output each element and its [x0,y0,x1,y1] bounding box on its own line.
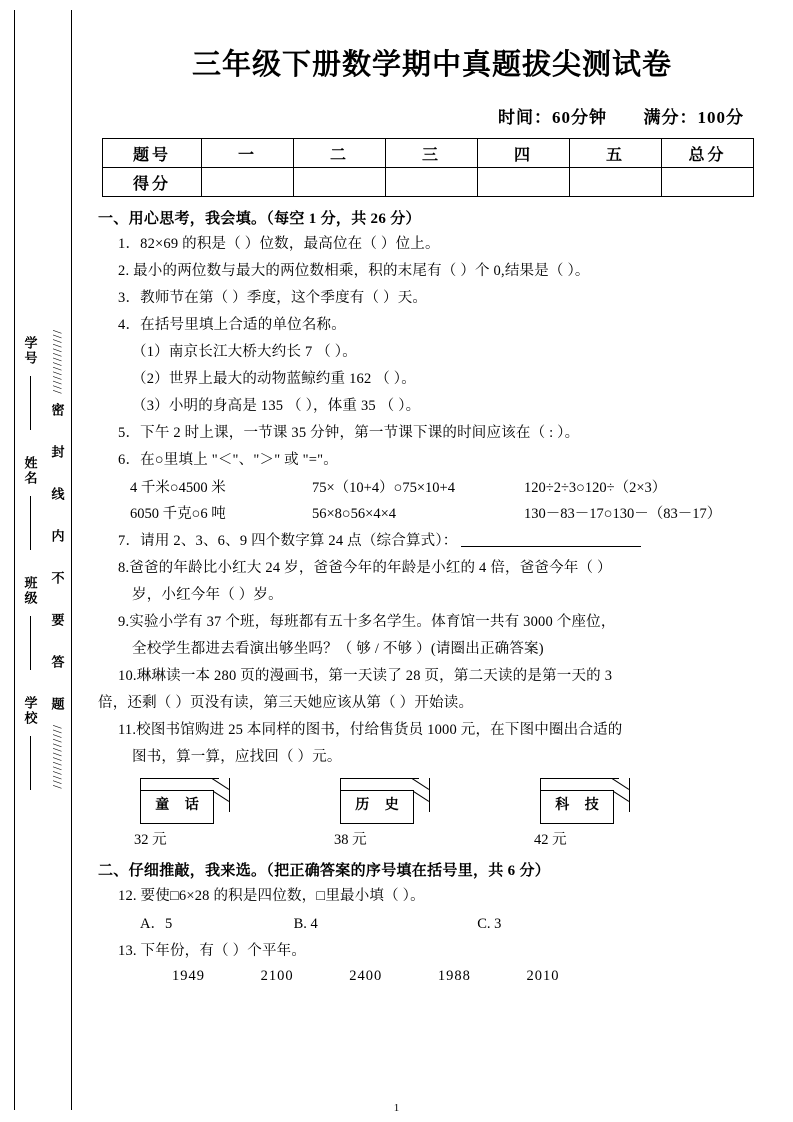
question-2: 2. 最小的两位数与最大的两位数相乘，积的末尾有（ ）个 0,结果是（ ）。 [118,263,590,279]
seal-field-rule [30,496,31,550]
year-option[interactable]: 2400 [349,968,383,984]
score-table-cell: 四 [478,139,570,168]
seal-field-rule [30,376,31,430]
book-title: 童 话 [155,798,205,813]
year-option[interactable]: 1988 [437,968,471,984]
seal-dashes-top: ////////////// [50,330,65,395]
question-7 [98,529,768,554]
question-10-line-1: 10.琳琳读一本 280 页的漫画书，第一天读了 28 页，第二天读的是第一天的 3 [118,668,613,684]
score-table-cell: 三 [386,139,478,168]
section-1-heading: 一、用心思考，我会填。（每空 1 分，共 26 分） [98,211,421,227]
exam-content [96,24,768,985]
q6-expr: 6050 千克○6 吨 [130,506,226,522]
seal-binding-strip [14,10,72,1110]
question-7-text: 7．请用 2、3、6、9 四个数字算 24 点（综合算式）： [118,533,458,549]
question-9-line-2: 全校学生都进去看演出够坐吗？（ 够 / 不够 ）(请圈出正确答案) [132,641,544,657]
book-item[interactable] [326,778,526,849]
year-option[interactable]: 2100 [260,968,294,984]
seal-field-xuexiao: 学校 [21,690,40,790]
table-row-scores [103,168,754,197]
question-12-choices [96,911,768,937]
seal-dashes-bottom: ////////////// [50,725,65,790]
question-6-row-2 [96,501,768,527]
year-option[interactable]: 1949 [172,968,205,984]
question-11-line-2: 图书，算一算，应找回（ ）元。 [132,749,342,765]
question-7-answer-blank[interactable] [461,546,641,547]
book-illustrations [126,778,726,849]
question-6-row-1 [96,475,768,501]
seal-field-rule [30,736,31,790]
score-input-cell[interactable] [294,168,386,197]
question-6: 6．在○里填上 "＜"、"＞" 或 "="。 [118,452,338,468]
seal-field-banji: 班级 [21,570,40,670]
q6-expr: 75×（10+4）○75×10+4 [312,480,455,496]
seal-field-rule [30,616,31,670]
seal-field-xuehao: 学号 [21,330,40,430]
book-item[interactable] [126,778,326,849]
score-table-cell: 二 [294,139,386,168]
seal-field-xingming: 姓名 [21,450,40,550]
book-title: 历 史 [355,798,405,813]
question-4-c: （3）小明的身高是 135 （ ），体重 35 （ ）。 [132,398,421,414]
book-title: 科 技 [555,798,605,813]
question-10-line-2: 倍，还剩（ ）页没有读，第三天她应该从第（ ）开始读。 [98,695,474,711]
section-2-heading: 二、仔细推敲，我来选。（把正确答案的序号填在括号里，共 6 分） [98,863,551,879]
page-number: 1 [393,1102,400,1114]
question-1: 1．82×69 的积是（ ）位数，最高位在（ ）位上。 [118,236,440,252]
score-input-cell[interactable] [202,168,294,197]
q6-expr: 56×8○56×4×4 [312,506,397,522]
book-icon [540,778,630,824]
q6-expr: 4 千米○4500 米 [130,480,226,496]
question-11-line-1: 11.校图书馆购进 25 本同样的图书，付给售货员 1000 元，在下图中圈出合适的 [118,722,623,738]
seal-right-border [71,10,72,1110]
score-table-cell: 一 [202,139,294,168]
total-score-label: 满分：100分 [643,108,744,127]
question-13-years [96,968,768,985]
question-3: 3．教师节在第（ ）季度，这个季度有（ ）天。 [118,290,428,306]
exam-meta [96,103,744,128]
question-8-line-2: 岁，小红今年（ ）岁。 [132,587,283,603]
seal-left-border [14,10,15,1110]
score-input-cell[interactable] [386,168,478,197]
score-table-cell: 五 [570,139,662,168]
book-price: 38 元 [334,832,367,848]
question-8-line-1: 8.爸爸的年龄比小红大 24 岁，爸爸今年的年龄是小红的 4 倍，爸爸今年（ ） [118,560,612,576]
question-13: 13. 下年份，有（ ）个平年。 [118,943,307,959]
question-4-b: （2）世界上最大的动物蓝鲸约重 162 （ ）。 [132,371,416,387]
book-price: 32 元 [134,832,167,848]
score-input-cell[interactable] [662,168,754,197]
time-label: 时间：60分钟 [498,108,607,127]
score-input-cell[interactable] [478,168,570,197]
score-input-cell[interactable] [570,168,662,197]
book-icon [340,778,430,824]
question-12: 12. 要使□6×28 的积是四位数，□里最小填（ ）。 [118,888,425,904]
book-item[interactable] [526,778,726,849]
question-4-a: （1）南京长江大桥大约长 7 （ ）。 [132,344,357,360]
score-table-cell: 题号 [103,139,202,168]
book-price: 42 元 [534,832,567,848]
score-table [102,138,754,197]
seal-fields-column [16,10,44,1110]
choice-a[interactable]: A．5 [140,916,173,932]
choice-b[interactable]: B. 4 [293,916,318,932]
score-table-cell: 得分 [103,168,202,197]
seal-note-column [43,10,71,1110]
question-4: 4．在括号里填上合适的单位名称。 [118,317,346,333]
question-5: 5．下午 2 时上课，一节课 35 分钟，第一节课下课的时间应该在（ : ）。 [118,425,580,441]
question-9-line-1: 9.实验小学有 37 个班，每班都有五十多名学生。体育馆一共有 3000 个座位， [118,614,616,630]
book-icon [140,778,230,824]
seal-note-text: 密 封 线 内 不 要 答 题 [49,403,65,717]
q6-expr: 120÷2÷3○120÷（2×3） [524,480,667,496]
choice-c[interactable]: C. 3 [477,916,502,932]
year-option[interactable]: 2010 [526,968,560,984]
page-title: 三年级下册数学期中真题拔尖测试卷 [191,49,672,81]
q6-expr: 130－83－17○130－（83－17） [524,506,722,522]
table-row-header [103,139,754,168]
score-table-cell: 总分 [662,139,754,168]
